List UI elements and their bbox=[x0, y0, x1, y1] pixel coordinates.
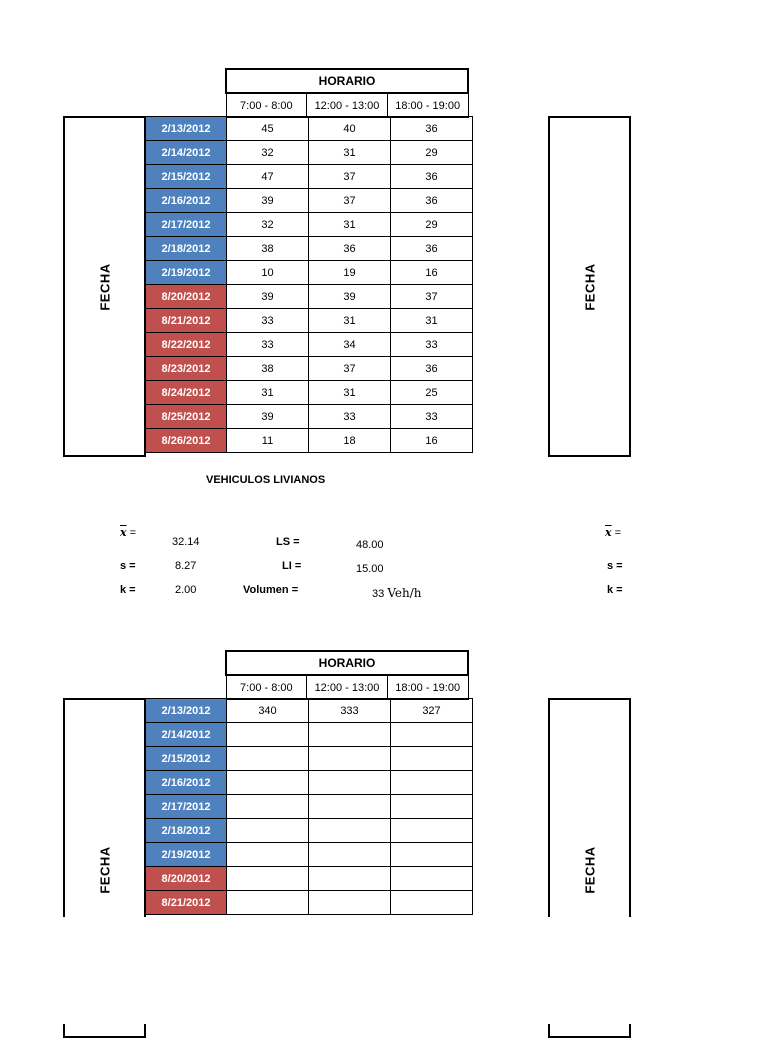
value-cell: 36 bbox=[391, 117, 473, 141]
value-cell bbox=[227, 843, 309, 867]
time-slot-header: 18:00 - 19:00 bbox=[387, 93, 468, 118]
date-cell: 8/26/2012 bbox=[146, 429, 227, 453]
date-cell: 2/18/2012 bbox=[146, 819, 227, 843]
value-cell: 31 bbox=[227, 381, 309, 405]
data-table-1 bbox=[145, 116, 473, 453]
time-slot-header: 18:00 - 19:00 bbox=[387, 675, 468, 700]
value-cell: 31 bbox=[309, 141, 391, 165]
fecha-label-right: FECHA bbox=[582, 262, 597, 311]
value-cell: 45 bbox=[227, 117, 309, 141]
date-cell: 2/15/2012 bbox=[146, 747, 227, 771]
table-row bbox=[146, 357, 473, 381]
right-k-label: k = bbox=[607, 584, 623, 596]
value-cell: 34 bbox=[309, 333, 391, 357]
s-value: 8.27 bbox=[175, 560, 197, 572]
table-row bbox=[146, 771, 473, 795]
time-slot-header: 7:00 - 8:00 bbox=[226, 675, 307, 700]
table-row bbox=[146, 843, 473, 867]
date-cell: 8/24/2012 bbox=[146, 381, 227, 405]
value-cell: 19 bbox=[309, 261, 391, 285]
date-cell: 2/14/2012 bbox=[146, 723, 227, 747]
value-cell: 333 bbox=[309, 699, 391, 723]
value-cell bbox=[309, 723, 391, 747]
k-label: k = bbox=[120, 584, 136, 596]
date-cell: 2/16/2012 bbox=[146, 771, 227, 795]
value-cell bbox=[227, 819, 309, 843]
value-cell: 39 bbox=[227, 405, 309, 429]
s-label: s = bbox=[120, 560, 136, 572]
data-table-2 bbox=[145, 698, 473, 915]
fecha-label-right: FECHA bbox=[582, 846, 597, 894]
value-cell: 11 bbox=[227, 429, 309, 453]
value-cell bbox=[227, 771, 309, 795]
value-cell: 31 bbox=[309, 381, 391, 405]
table-row bbox=[146, 165, 473, 189]
value-cell bbox=[309, 891, 391, 915]
horario-header-table-1 bbox=[225, 68, 469, 118]
table-row bbox=[146, 381, 473, 405]
table-row bbox=[146, 405, 473, 429]
table-row bbox=[146, 723, 473, 747]
value-cell: 16 bbox=[391, 261, 473, 285]
fecha-label: FECHA bbox=[97, 262, 112, 311]
value-cell bbox=[227, 867, 309, 891]
value-cell: 33 bbox=[391, 333, 473, 357]
date-cell: 2/14/2012 bbox=[146, 141, 227, 165]
value-cell bbox=[227, 891, 309, 915]
li-label: LI = bbox=[282, 560, 302, 572]
value-cell bbox=[391, 843, 473, 867]
date-cell: 2/13/2012 bbox=[146, 117, 227, 141]
table-row bbox=[146, 117, 473, 141]
value-cell: 31 bbox=[309, 213, 391, 237]
value-cell: 25 bbox=[391, 381, 473, 405]
table-row bbox=[146, 699, 473, 723]
date-cell: 2/13/2012 bbox=[146, 699, 227, 723]
value-cell: 38 bbox=[227, 237, 309, 261]
table-row bbox=[146, 795, 473, 819]
value-cell: 39 bbox=[227, 189, 309, 213]
volumen-value bbox=[372, 586, 421, 600]
fecha-box-right-1 bbox=[548, 116, 631, 457]
horario-header: HORARIO bbox=[226, 69, 468, 93]
fecha-box-left-1 bbox=[63, 116, 146, 457]
date-cell: 2/19/2012 bbox=[146, 261, 227, 285]
value-cell bbox=[309, 747, 391, 771]
horario-header: HORARIO bbox=[226, 651, 468, 675]
value-cell: 47 bbox=[227, 165, 309, 189]
table-row bbox=[146, 285, 473, 309]
time-slot-header: 12:00 - 13:00 bbox=[307, 93, 388, 118]
value-cell bbox=[391, 891, 473, 915]
value-cell bbox=[309, 771, 391, 795]
time-slot-header: 7:00 - 8:00 bbox=[226, 93, 307, 118]
table-row bbox=[146, 189, 473, 213]
date-cell: 8/21/2012 bbox=[146, 891, 227, 915]
value-cell bbox=[309, 795, 391, 819]
value-cell: 36 bbox=[391, 189, 473, 213]
value-cell: 327 bbox=[391, 699, 473, 723]
value-cell: 39 bbox=[227, 285, 309, 309]
value-cell bbox=[227, 723, 309, 747]
value-cell bbox=[391, 795, 473, 819]
li-value: 15.00 bbox=[356, 563, 384, 575]
date-cell: 2/18/2012 bbox=[146, 237, 227, 261]
value-cell: 29 bbox=[391, 141, 473, 165]
table-row bbox=[146, 309, 473, 333]
value-cell: 37 bbox=[309, 357, 391, 381]
table-row bbox=[146, 213, 473, 237]
date-cell: 8/22/2012 bbox=[146, 333, 227, 357]
page-bottom-margin bbox=[0, 917, 768, 1024]
table-row bbox=[146, 333, 473, 357]
fecha-label: FECHA bbox=[97, 846, 112, 894]
value-cell: 32 bbox=[227, 141, 309, 165]
value-cell: 10 bbox=[227, 261, 309, 285]
value-cell: 33 bbox=[309, 405, 391, 429]
date-cell: 2/16/2012 bbox=[146, 189, 227, 213]
volumen-unit: Veh/h bbox=[387, 586, 422, 600]
value-cell: 31 bbox=[391, 309, 473, 333]
value-cell: 29 bbox=[391, 213, 473, 237]
table-row bbox=[146, 747, 473, 771]
value-cell: 37 bbox=[309, 165, 391, 189]
date-cell: 8/23/2012 bbox=[146, 357, 227, 381]
value-cell bbox=[227, 795, 309, 819]
value-cell bbox=[391, 723, 473, 747]
horario-header-table-2 bbox=[225, 650, 469, 700]
table-row bbox=[146, 819, 473, 843]
value-cell: 18 bbox=[309, 429, 391, 453]
xbar-value: 32.14 bbox=[172, 536, 200, 548]
volumen-label: Volumen = bbox=[243, 584, 299, 596]
value-cell: 36 bbox=[391, 357, 473, 381]
table-row bbox=[146, 261, 473, 285]
value-cell: 37 bbox=[391, 285, 473, 309]
value-cell: 36 bbox=[391, 237, 473, 261]
date-cell: 8/21/2012 bbox=[146, 309, 227, 333]
value-cell bbox=[391, 819, 473, 843]
date-cell: 8/20/2012 bbox=[146, 867, 227, 891]
date-cell: 2/17/2012 bbox=[146, 213, 227, 237]
time-slot-header: 12:00 - 13:00 bbox=[307, 675, 388, 700]
ls-label: LS = bbox=[276, 536, 300, 548]
value-cell bbox=[309, 819, 391, 843]
value-cell bbox=[309, 843, 391, 867]
xbar-symbol: $\overline{x}$ bbox=[120, 526, 127, 539]
table-row bbox=[146, 141, 473, 165]
date-cell: 2/19/2012 bbox=[146, 843, 227, 867]
volumen-number: 33 bbox=[372, 588, 385, 600]
value-cell: 39 bbox=[309, 285, 391, 309]
table-row bbox=[146, 429, 473, 453]
right-s-label: s = bbox=[607, 560, 623, 572]
k-value: 2.00 bbox=[175, 584, 197, 596]
right-xbar-label: $\overline{x}$ = bbox=[605, 526, 622, 539]
xbar-symbol: $\overline{x}$ bbox=[605, 526, 612, 539]
value-cell: 33 bbox=[227, 309, 309, 333]
value-cell: 38 bbox=[227, 357, 309, 381]
value-cell bbox=[391, 771, 473, 795]
value-cell: 36 bbox=[391, 165, 473, 189]
value-cell: 340 bbox=[227, 699, 309, 723]
date-cell: 2/15/2012 bbox=[146, 165, 227, 189]
value-cell: 36 bbox=[309, 237, 391, 261]
value-cell bbox=[227, 747, 309, 771]
value-cell bbox=[391, 747, 473, 771]
value-cell bbox=[309, 867, 391, 891]
xbar-label: $\overline{x}$ = bbox=[120, 526, 137, 539]
value-cell: 31 bbox=[309, 309, 391, 333]
table-row bbox=[146, 891, 473, 915]
value-cell: 33 bbox=[227, 333, 309, 357]
date-cell: 2/17/2012 bbox=[146, 795, 227, 819]
table-row bbox=[146, 867, 473, 891]
table-row bbox=[146, 237, 473, 261]
ls-value: 48.00 bbox=[356, 539, 384, 551]
value-cell bbox=[391, 867, 473, 891]
date-cell: 8/25/2012 bbox=[146, 405, 227, 429]
value-cell: 40 bbox=[309, 117, 391, 141]
value-cell: 16 bbox=[391, 429, 473, 453]
caption-vehiculos-livianos: VEHICULOS LIVIANOS bbox=[206, 474, 326, 486]
date-cell: 8/20/2012 bbox=[146, 285, 227, 309]
value-cell: 32 bbox=[227, 213, 309, 237]
value-cell: 37 bbox=[309, 189, 391, 213]
value-cell: 33 bbox=[391, 405, 473, 429]
